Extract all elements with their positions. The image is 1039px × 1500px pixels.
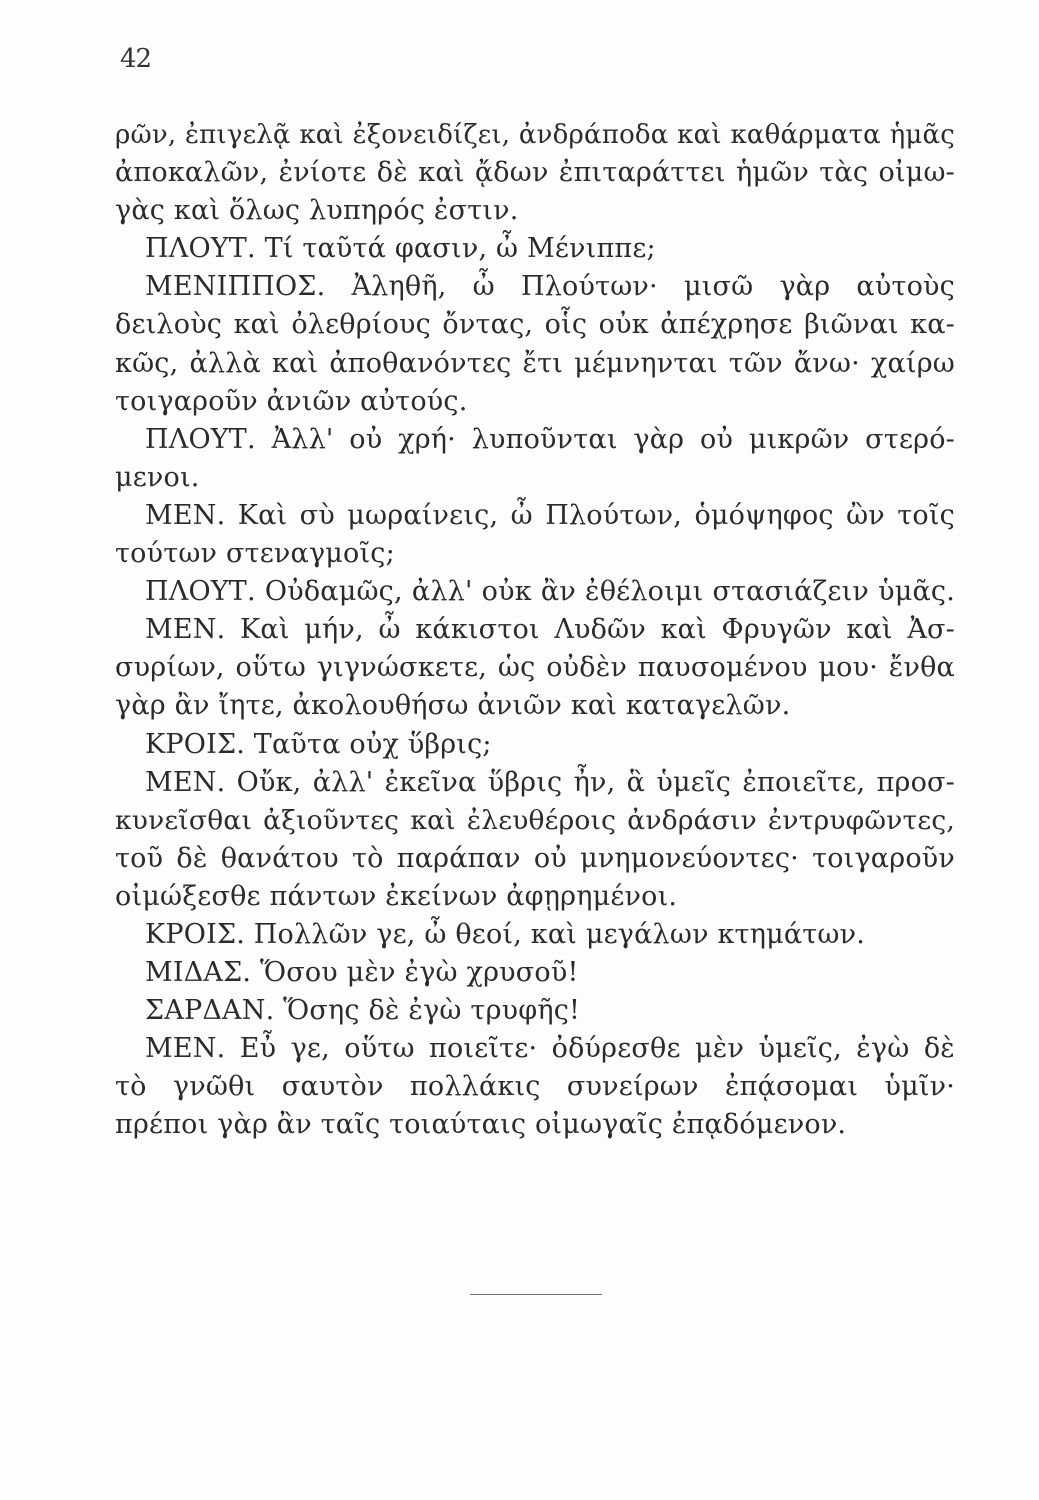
- text-line: ΜΕΝ. Καὶ σὺ μωραίνεις, ὦ Πλούτων, ὁμόψηφος ὢν τοῖς: [145, 499, 955, 531]
- text-line: ΜΕΝ. Καὶ μήν, ὦ κάκιστοι Λυδῶν καὶ Φρυγῶν καὶ Ἀσ-: [145, 614, 955, 646]
- text-line: ΠΛΟΥΤ. Ἀλλ' οὐ χρή· λυποῦνται γὰρ οὐ μικρῶν στερό-: [145, 423, 955, 455]
- text-line: τοιγαροῦν ἀνιῶν αὐτούς.: [115, 385, 468, 417]
- text-line: ΣΑΡΔΑΝ. Ὅσης δὲ ἐγὼ τρυφῆς!: [145, 995, 581, 1027]
- text-line: κυνεῖσθαι ἀξιοῦντες καὶ ἐλευθέροις ἀνδράσιν ἐντρυφῶντες,: [115, 804, 955, 836]
- text-line: οἰμώξεσθε πάντων ἐκείνων ἀφῃρημένοι.: [115, 880, 678, 912]
- text-line: ΠΛΟΥΤ. Οὐδαμῶς, ἀλλ' οὐκ ἂν ἐθέλοιμι στασιάζειν ὑμᾶς.: [145, 576, 955, 608]
- text-line: ΜΕΝ. Εὖ γε, οὕτω ποιεῖτε· ὀδύρεσθε μὲν ὑμεῖς, ἐγὼ δὲ: [145, 1033, 955, 1065]
- text-line: δειλοὺς καὶ ὀλεθρίους ὄντας, οἷς οὐκ ἀπέχρησε βιῶναι κα-: [115, 309, 955, 341]
- text-line: ΚΡΟΙΣ. Πολλῶν γε, ὦ θεοί, καὶ μεγάλων κτημάτων.: [145, 918, 865, 950]
- end-rule: [470, 1294, 602, 1295]
- text-line: ΠΛΟΥΤ. Τί ταῦτά φασιν, ὦ Μένιππε;: [145, 233, 656, 265]
- text-line: συρίων, οὕτω γιγνώσκετε, ὡς οὐδὲν παυσομένου μου· ἔνθα: [115, 652, 955, 684]
- page-number: 42: [120, 44, 152, 74]
- text-line: κῶς, ἀλλὰ καὶ ἀποθανόντες ἔτι μέμνηνται τῶν ἄνω· χαίρω: [115, 347, 955, 379]
- text-line: ΜΙΔΑΣ. Ὅσου μὲν ἐγὼ χρυσοῦ!: [145, 957, 579, 989]
- text-line: γὰρ ἂν ἴητε, ἀκολουθήσω ἀνιῶν καὶ καταγελῶν.: [115, 690, 791, 722]
- text-line: ΜΕΝΙΠΠΟΣ. Ἀληθῆ, ὦ Πλούτων· μισῶ γὰρ αὐτοὺς: [145, 271, 955, 303]
- text-line: γὰς καὶ ὅλως λυπηρός ἐστιν.: [115, 195, 519, 227]
- text-line: ΚΡΟΙΣ. Ταῦτα οὐχ ὕβρις;: [145, 728, 492, 760]
- body-text: [115, 116, 955, 1145]
- text-line: μενοι.: [115, 461, 200, 493]
- text-line: ἀποκαλῶν, ἐνίοτε δὲ καὶ ᾄδων ἐπιταράττει ἡμῶν τὰς οἰμω-: [115, 157, 955, 189]
- text-line: πρέποι γὰρ ἂν ταῖς τοιαύταις οἰμωγαῖς ἐπᾳδόμενον.: [115, 1109, 847, 1141]
- text-line: τοῦ δὲ θανάτου τὸ παράπαν οὐ μνημονεύοντες· τοιγαροῦν: [115, 842, 955, 874]
- text-line: τὸ γνῶθι σαυτὸν πολλάκις συνείρων ἐπᾴσομαι ὑμῖν·: [115, 1071, 955, 1103]
- text-line: τούτων στεναγμοῖς;: [115, 538, 395, 570]
- text-line: ΜΕΝ. Οὔκ, ἀλλ' ἐκεῖνα ὕβρις ἦν, ἃ ὑμεῖς ἐποιεῖτε, προσ-: [145, 766, 955, 798]
- text-line: ρῶν, ἐπιγελᾷ καὶ ἐξονειδίζει, ἀνδράποδα καὶ καθάρματα ἡμᾶς: [115, 120, 955, 150]
